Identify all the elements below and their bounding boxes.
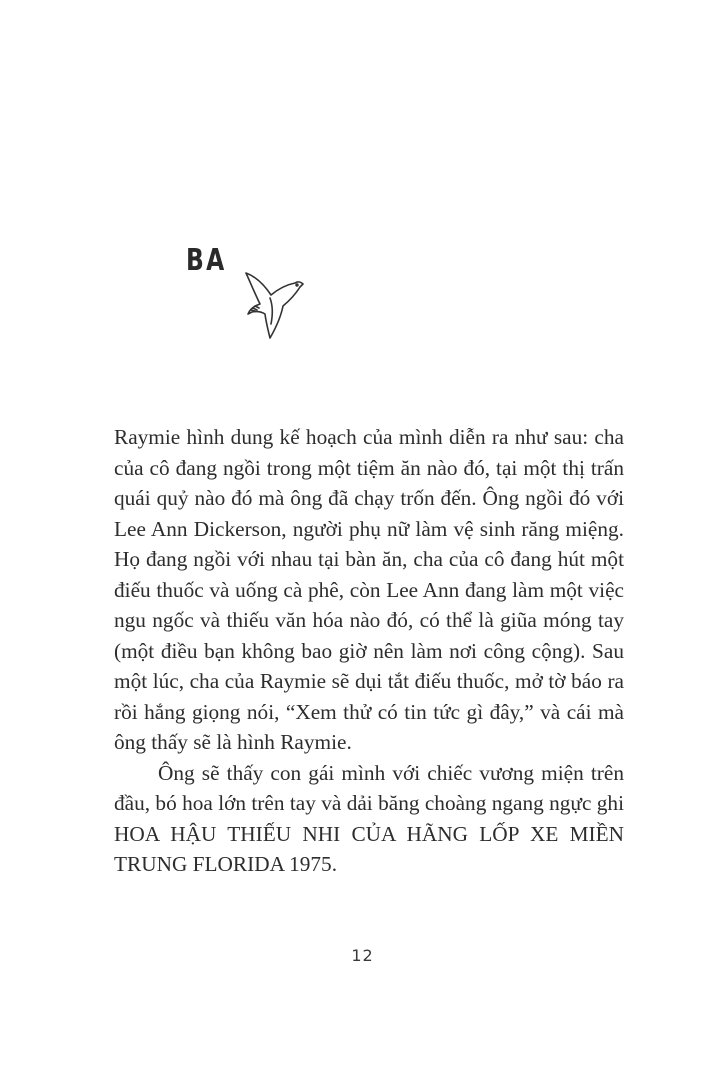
dove-eye (296, 284, 298, 286)
body-text (114, 422, 624, 880)
dove-wing-line (270, 298, 272, 324)
paragraph-1: Raymie hình dung kế hoạch của mình diễn ra như sau: cha của cô đang ngồi trong một tiệm ăn nào đó, tại một thị trấn quái quỷ nào đó mà ông đã chạy trốn đến. Ông ngồi đó với Lee Ann Dickerson, người phụ nữ làm vệ sinh răng miệng. Họ đang ngồi với nhau tại bàn ăn, cha của cô đang hút một điếu thuốc và uống cà phê, còn Lee Ann đang làm một việc ngu ngốc và thiếu văn hóa nào đó, có thể là giũa móng tay (một điều bạn không bao giờ nên làm nơi công cộng). Sau một lúc, cha của Raymie sẽ dụi tắt điếu thuốc, mở tờ báo ra rồi hắng giọng nói, “Xem thử có tin tức gì đây,” và cái mà ông thấy sẽ là hình Raymie. (114, 425, 624, 754)
dove-icon (243, 268, 305, 342)
chapter-heading: BA (186, 243, 227, 278)
paragraph-2: Ông sẽ thấy con gái mình với chiếc vương miện trên đầu, bó hoa lớn trên tay và dải băng choàng ngang ngực ghi HOA HẬU THIẾU NHI CỦA HÃNG LỐP XE MIỀN TRUNG FLORIDA 1975. (114, 760, 624, 876)
page-number: 12 (351, 946, 374, 965)
